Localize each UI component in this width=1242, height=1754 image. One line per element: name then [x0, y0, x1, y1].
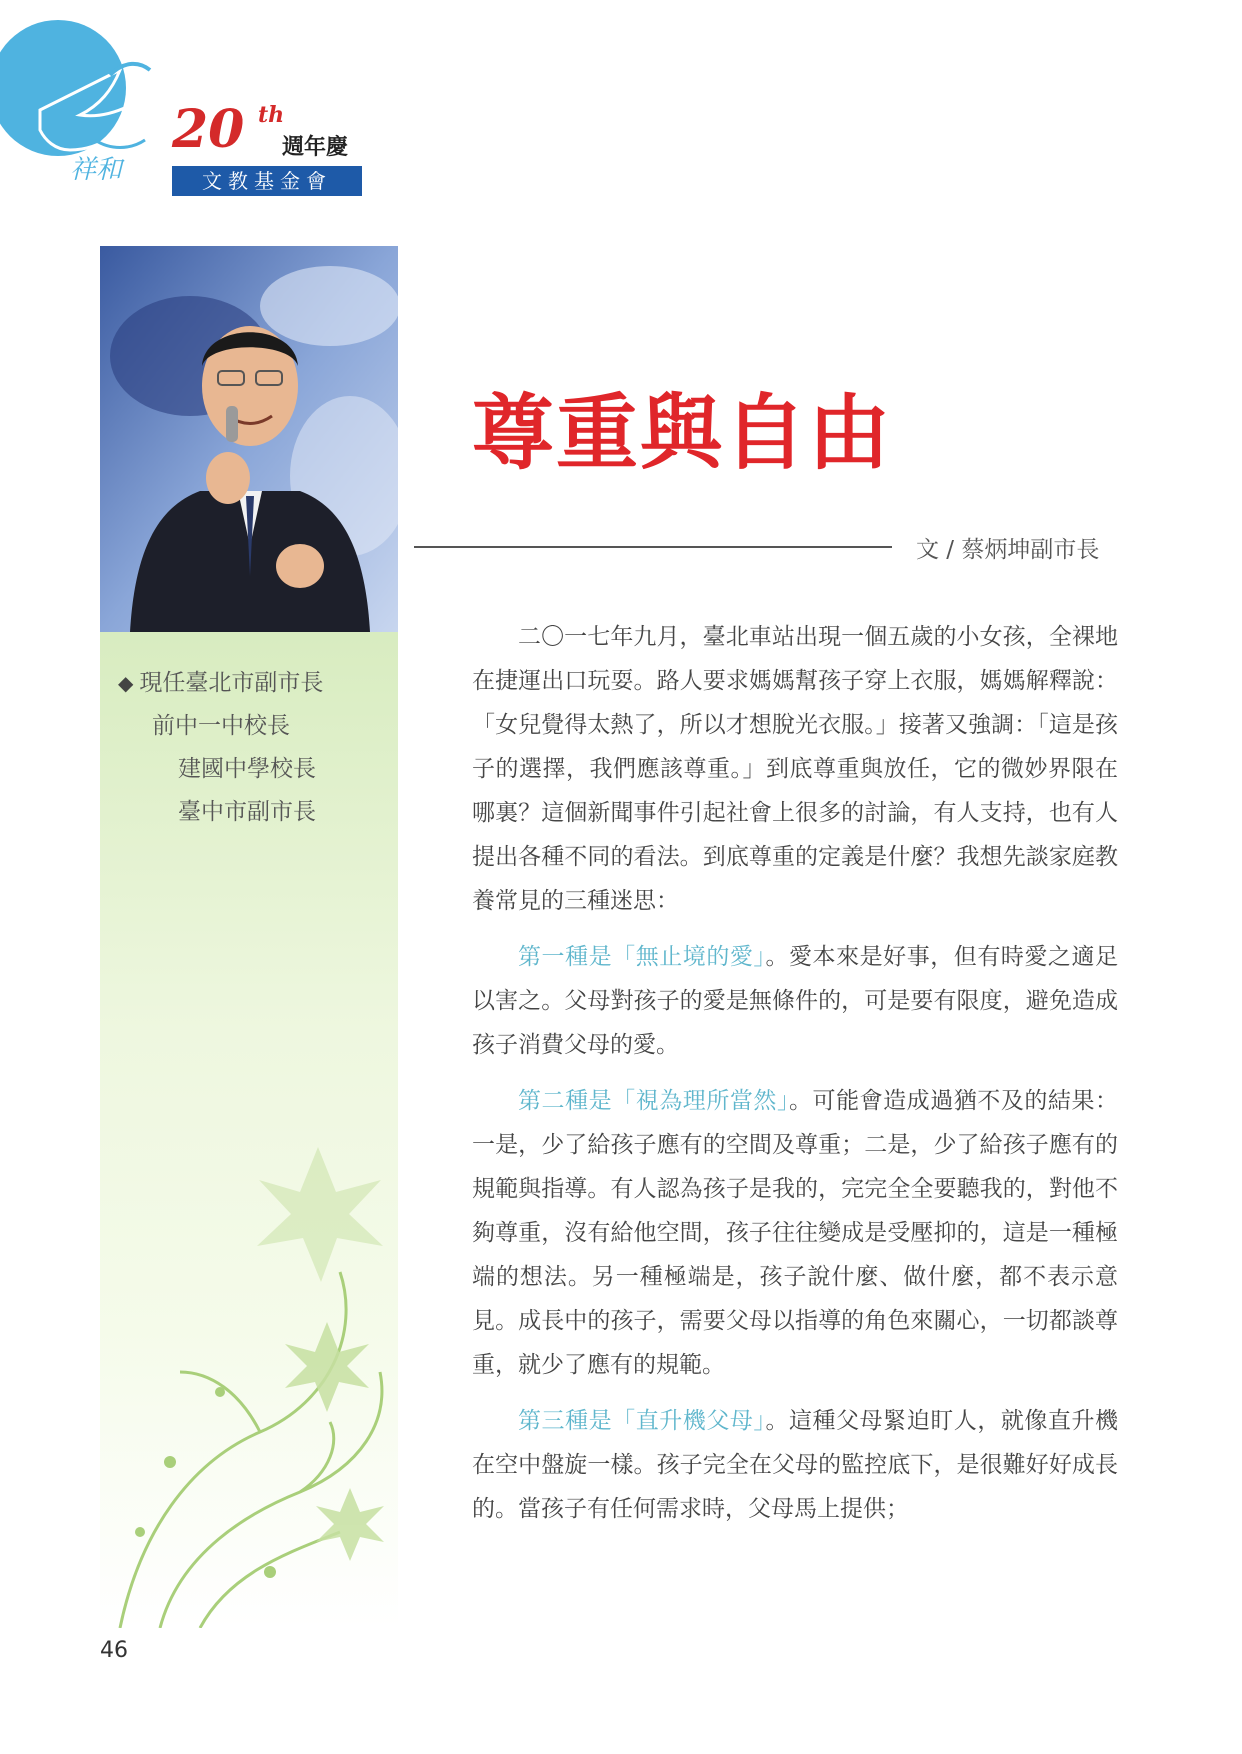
- diamond-bullet-icon: ◆: [118, 671, 134, 695]
- bio-item: 建國中學校長: [178, 756, 316, 782]
- portrait-photo: [100, 246, 398, 632]
- bio-list: [118, 662, 323, 834]
- anniversary-word: 週年慶: [282, 134, 349, 160]
- bio-item: ◆ 現任臺北市副市長: [118, 670, 324, 696]
- foundation-name: 文教基金會: [172, 166, 362, 196]
- byline: 文 / 蔡炳坤副市長: [916, 537, 1100, 563]
- byline-divider: [414, 546, 892, 548]
- paragraph: 第二種是「視為理所當然」。可能會造成過猶不及的結果：一是，少了給孩子應有的空間及尊重；二是，少了給孩子應有的規範與指導。有人認為孩子是我的，完完全全要聽我的，對他不夠尊重，沒有給他空間，孩子往往變成是受壓抑的，這是一種極端的想法。另一種極端是，孩子說什麼、做什麼，都不表示意見。成長中的孩子，需要父母以指導的角色來關心，一切都談尊重，就少了應有的規範。: [472, 1088, 1119, 1378]
- highlight-phrase: 第三種是「直升機父母」: [518, 1408, 766, 1434]
- logo-text: 祥和: [70, 155, 123, 185]
- bio-item: 臺中市副市長: [178, 799, 316, 825]
- foundation-logo: [0, 0, 380, 210]
- paragraph: 二〇一七年九月，臺北車站出現一個五歲的小女孩，全裸地在捷運出口玩耍。路人要求媽媽幫孩子穿上衣服，媽媽解釋說：「女兒覺得太熱了，所以才想脫光衣服。」接著又強調：「這是孩子的選擇，我們應該尊重。」到底尊重與放任，它的微妙界限在哪裏？這個新聞事件引起社會上很多的討論，有人支持，也有人提出各種不同的看法。到底尊重的定義是什麼？我想先談家庭教養常見的三種迷思：: [472, 624, 1118, 914]
- highlight-phrase: 第二種是「視為理所當然」: [518, 1088, 789, 1114]
- article-body: [472, 615, 1118, 1543]
- page-number: 46: [100, 1638, 128, 1663]
- sidebar-panel: [100, 632, 398, 1628]
- bio-item: 前中一中校長: [152, 713, 290, 739]
- anniversary-number: 20: [172, 99, 245, 160]
- highlight-phrase: 第一種是「無止境的愛」: [518, 944, 766, 970]
- paragraph: 第一種是「無止境的愛」。愛本來是好事，但有時愛之適足以害之。父母對孩子的愛是無條件的，可是要有限度，避免造成孩子消費父母的愛。: [472, 944, 1119, 1058]
- paragraph: 第三種是「直升機父母」。這種父母緊迫盯人，就像直升機在空中盤旋一樣。孩子完全在父母的監控底下，是很難好好成長的。當孩子有任何需求時，父母馬上提供；: [472, 1408, 1119, 1522]
- anniversary-suffix: th: [258, 102, 285, 128]
- article-title: 尊重與自由: [472, 385, 893, 481]
